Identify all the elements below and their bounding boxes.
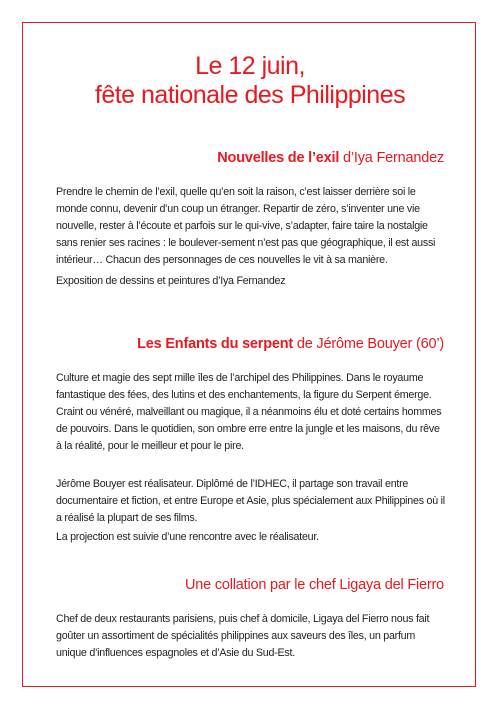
- title-line-1: Le 12 juin,: [195, 52, 305, 80]
- director-bio: Jérôme Bouyer est réalisateur. Diplômé de l’IDHEC, il partage son travail entre documentaire et fiction, et entre Europe et Asie, plus spécialement aux Philippines où il a réalisé la plupart de ses films.: [56, 478, 445, 524]
- title-line-2: fête nationale des Philippines: [94, 81, 406, 109]
- screening-note: La projection est suivie d’une rencontre avec le réalisateur.: [56, 531, 319, 543]
- serpent-description: Culture et magie des sept mille îles de l’archipel des Philippines. Dans le royaume fantastique des fées, des lutins et des enchantements, la figure du Serpent émerge. Craint ou vénéré, malveillant ou magique, il a néanmoins élu et doté certains hommes de pouvoirs. Dans le quotidien, son ombre erre entre la jungle et les maisons, du rêve à la réalité, pour le meilleur et pour le pire.: [56, 372, 442, 452]
- section-heading-serpent-author: de Jérôme Bouyer (60’): [293, 336, 444, 352]
- exil-description: Prendre le chemin de l’exil, quelle qu’en soit la raison, c’est laisser derrière soi le monde connu, devenir d’un coup un étranger. Repartir de zéro, s’inventer une vie nouvelle, rester à l’écoute et parfois sur le qui-vive, s’adapter, faire taire la nostalgie sans renier ses racines : le boulever-sement n’est pas que géographique, il est aussi intérieur… Chacun des personnages de ces nouvelles le vit à sa manière.: [56, 186, 436, 266]
- section-heading-exil-bold: Nouvelles de l’exil: [217, 150, 340, 166]
- section-heading-collation: [185, 577, 444, 593]
- section-heading-exil: [217, 150, 444, 166]
- section-heading-serpent: [137, 336, 444, 352]
- exil-exhibition-note: Exposition de dessins et peintures d’Iya Fernandez: [56, 275, 286, 287]
- section-heading-collation-text: Une collation par le chef Ligaya del Fierro: [185, 577, 444, 593]
- page-title: [50, 52, 450, 110]
- section-heading-exil-author: d’Iya Fernandez: [339, 150, 444, 166]
- collation-description: Chef de deux restaurants parisiens, puis chef à domicile, Ligaya del Fierro nous fait goûter un assortiment de spécialités philippines aux saveurs des îles, un parfum unique d’influences espagnoles et d’Asie du Sud-Est.: [56, 613, 430, 659]
- section-heading-serpent-bold: Les Enfants du serpent: [137, 336, 294, 352]
